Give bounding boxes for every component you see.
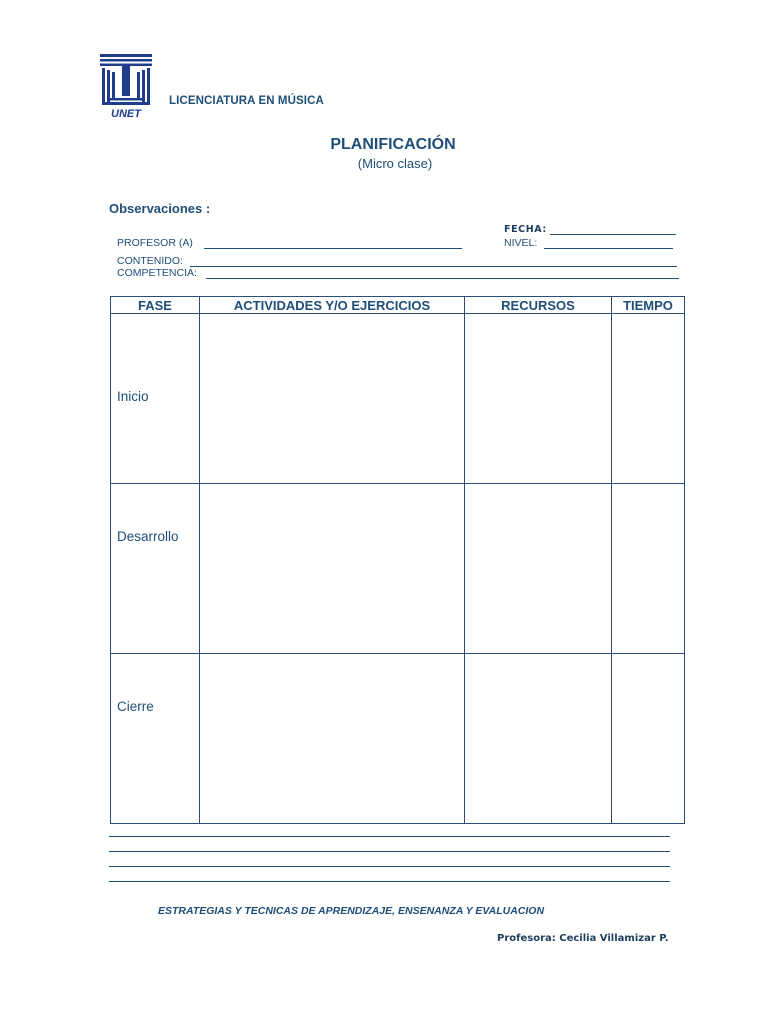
recursos-cell[interactable] [465,484,612,654]
observations-label: Observaciones : [109,201,211,216]
fecha-line[interactable] [550,234,676,235]
fase-inicio: Inicio [117,389,149,404]
planning-table [110,296,685,824]
table-row-desarrollo [111,484,685,654]
recursos-cell[interactable] [465,654,612,824]
strategies-footer: ESTRATEGIAS Y TECNICAS DE APRENDIZAJE, ENSENANZA Y EVALUACION [158,905,545,917]
svg-text:UNET: UNET [111,108,141,118]
document-title: PLANIFICACIÓN [330,136,456,153]
competencia-label: COMPETENCIA: [117,267,197,279]
tiempo-cell[interactable] [612,484,685,654]
profesor-label: PROFESOR (A) [117,237,193,249]
recursos-cell[interactable] [465,314,612,484]
tiempo-cell[interactable] [612,314,685,484]
header-tiempo: TIEMPO [612,297,685,314]
note-line[interactable] [109,836,670,837]
table-header-row [111,297,685,314]
fase-cell [111,654,200,824]
note-line[interactable] [109,866,670,867]
note-line[interactable] [109,881,670,882]
fase-cell [111,314,200,484]
header-fase: FASE [111,297,200,314]
nivel-line[interactable] [544,248,673,249]
tiempo-cell[interactable] [612,654,685,824]
nivel-label: NIVEL: [504,237,538,249]
institution-name: LICENCIATURA EN MÚSICA [169,95,324,107]
actividades-cell[interactable] [200,654,465,824]
header-recursos: RECURSOS [465,297,612,314]
competencia-line[interactable] [206,278,679,279]
header-actividades: ACTIVIDADES Y/O EJERCICIOS [200,297,465,314]
contenido-label: CONTENIDO: [117,255,183,267]
fecha-label: FECHA: [504,224,547,235]
author-footer: Profesora: Cecilia Villamizar P. [497,933,669,944]
contenido-line[interactable] [190,266,677,267]
actividades-cell[interactable] [200,314,465,484]
actividades-cell[interactable] [200,484,465,654]
fase-cierre: Cierre [117,699,154,714]
fase-cell [111,484,200,654]
note-line[interactable] [109,851,670,852]
unet-logo [100,54,152,118]
table-row-cierre [111,654,685,824]
table-row-inicio [111,314,685,484]
fase-desarrollo: Desarrollo [117,529,179,544]
profesor-line[interactable] [204,248,462,249]
document-subtitle: (Micro clase) [357,156,433,171]
